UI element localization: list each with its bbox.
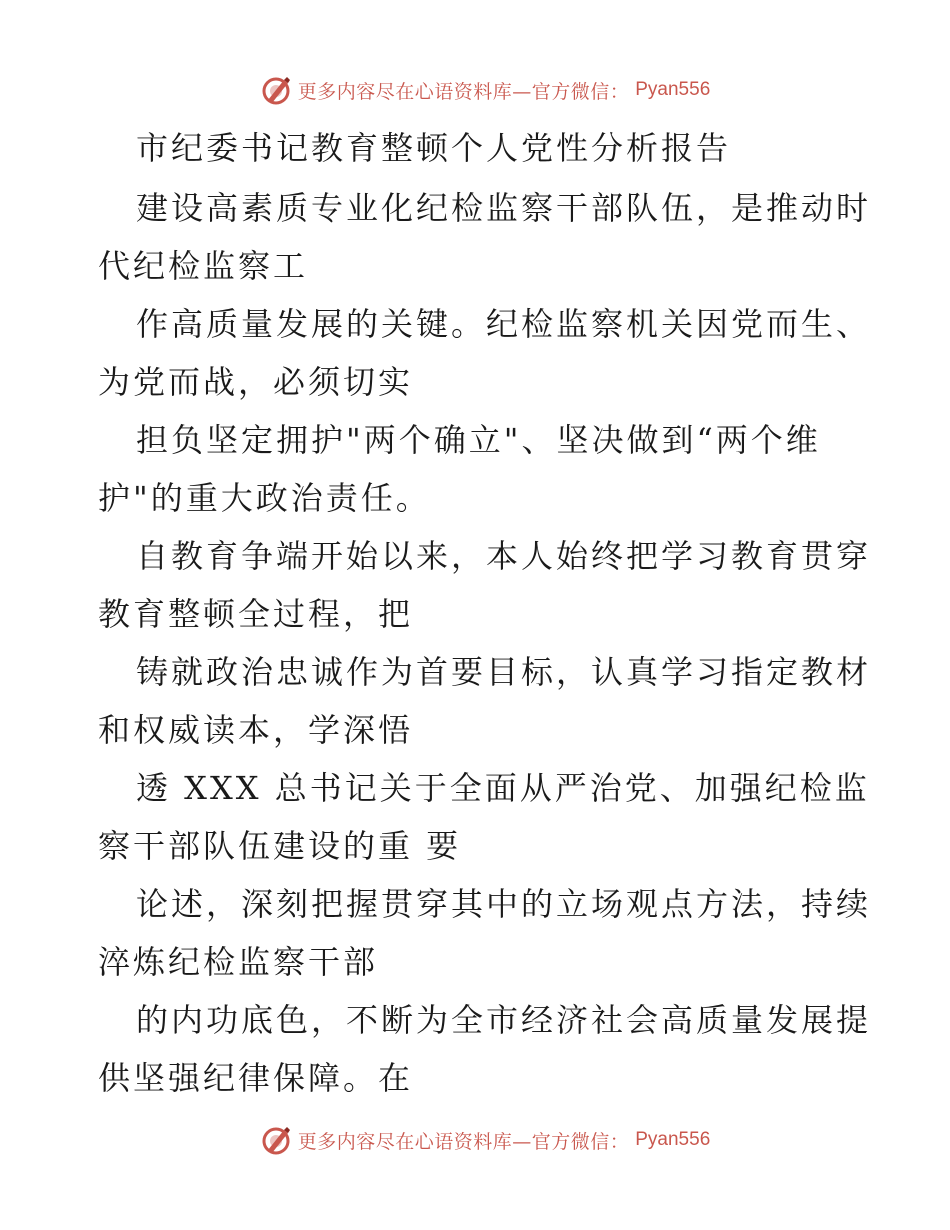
text-line: 担负坚定拥护"两个确立"、坚决做到“两个维 — [136, 421, 821, 459]
text-line: 教育整顿全过程，把 — [98, 595, 414, 633]
watermark-group — [260, 1124, 711, 1156]
watermark-text: 更多内容尽在心语资料库—官方微信： — [297, 80, 630, 103]
text-line: 为党而战，必须切实 — [98, 363, 414, 401]
header-watermark — [0, 70, 950, 110]
watermark-wechat-id: Pyan556 — [635, 1129, 711, 1150]
watermark-wechat-id: Pyan556 — [635, 79, 711, 100]
text-line: 透 XXX 总书记关于全面从严治党、加强纪检监 — [136, 769, 870, 807]
document-title: 市纪委书记教育整顿个人党性分析报告 — [136, 129, 732, 167]
text-line: 的内功底色，不断为全市经济社会高质量发展提 — [136, 1001, 872, 1039]
watermark-group — [260, 74, 711, 106]
text-line: 供坚强纪律保障。在 — [98, 1059, 414, 1097]
footer-watermark — [0, 1120, 950, 1160]
text-line: 建设高素质专业化纪检监察干部队伍，是推动时 — [136, 189, 872, 227]
text-line: 作高质量发展的关键。纪检监察机关因党而生、 — [136, 305, 872, 343]
pen-logo-icon — [260, 74, 292, 106]
text-line: 察干部队伍建设的重 要 — [98, 827, 462, 865]
text-line: 自教育争端开始以来，本人始终把学习教育贯穿 — [136, 537, 872, 575]
text-line: 铸就政治忠诚作为首要目标，认真学习指定教材 — [136, 653, 872, 691]
text-line: 代纪检监察工 — [98, 247, 309, 285]
text-line: 淬炼纪检监察干部 — [98, 943, 379, 981]
pen-logo-icon — [260, 1124, 292, 1156]
text-line: 论述，深刻把握贯穿其中的立场观点方法，持续 — [136, 885, 872, 923]
text-line: 护"的重大政治责任。 — [98, 479, 431, 517]
watermark-text: 更多内容尽在心语资料库—官方微信： — [297, 1130, 630, 1153]
text-line: 和权威读本，学深悟 — [98, 711, 414, 749]
